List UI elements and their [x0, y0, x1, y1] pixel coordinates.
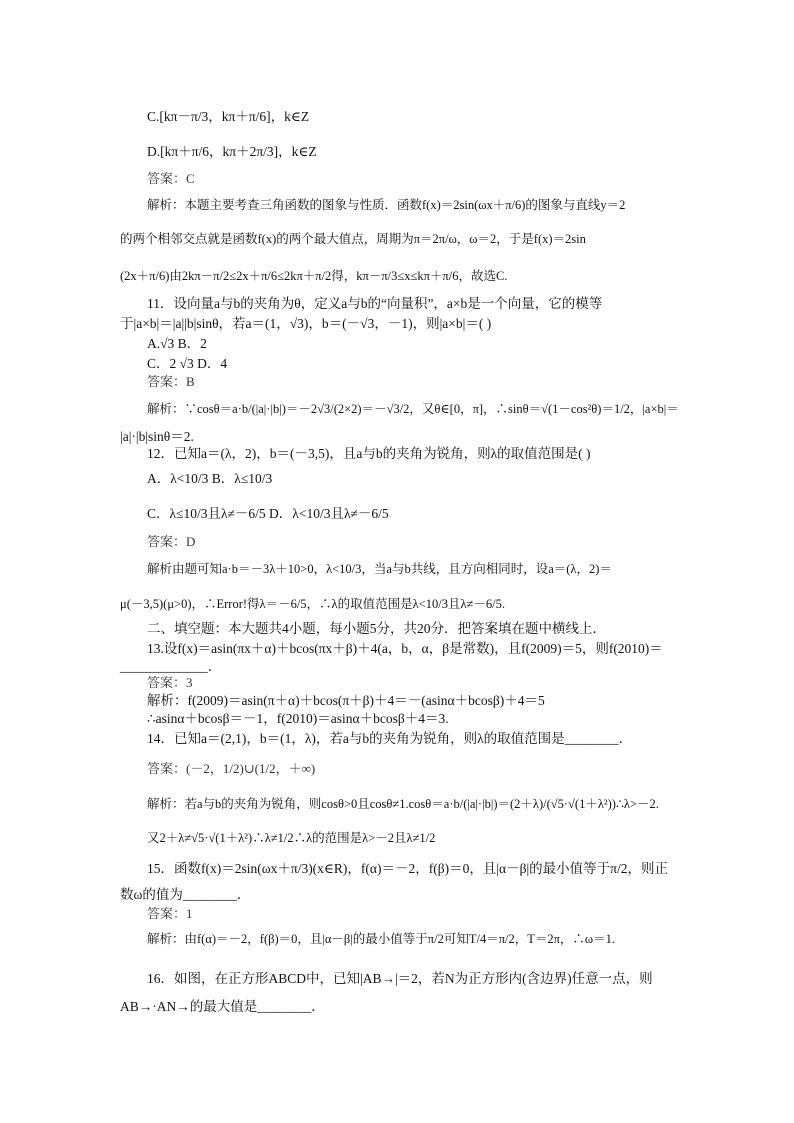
text-line: 解析：若a与b的夹角为锐角，则cosθ>0且cosθ≠1.cosθ＝a·b/(|a|·|b|)＝(2＋λ)/(√5·√(1＋λ²))∴λ>－2.	[147, 797, 659, 811]
text-line: _____________．	[120, 659, 222, 674]
text-line: 于|a×b|＝|a||b|sinθ，若a＝(1，√3)，b＝(－√3，－1)，则|a×b|＝( )	[120, 316, 492, 331]
text-line: 解析：∵cosθ＝a·b/(|a|·|b|)＝－2√3/(2×2)＝－√3/2，又θ∈[0，π]，∴sinθ＝√(1－cos²θ)＝1/2，|a×b|＝	[147, 402, 679, 416]
text-line: 解析由题可知a·b＝－3λ＋10>0，λ<10/3，当a与b共线，且方向相同时，设a＝(λ，2)＝	[147, 562, 612, 576]
text-line: 11．设向量a与b的夹角为θ，定义a与b的“向量积”，a×b是一个向量，它的模等	[147, 296, 603, 311]
text-line: A.√3 B．2	[147, 336, 207, 351]
text-line: 答案：(－2，1/2)∪(1/2，＋∞)	[147, 761, 316, 776]
text-line: (2x＋π/6)由2kπ－π/2≤2x＋π/6≤2kπ＋π/2得，kπ－π/3≤x≤kπ＋π/6，故选C.	[120, 269, 508, 283]
text-line: C.[kπ－π/3，kπ＋π/6]，k∈Z	[147, 109, 310, 124]
text-line: 二、填空题：本大题共4小题，每小题5分，共20分．把答案填在题中横线上．	[147, 621, 606, 636]
text-line: ∴asinα＋bcosβ＝－1，f(2010)＝asinα＋bcosβ＋4＝3.	[147, 711, 449, 726]
text-line: 14．已知a＝(2,1)，b＝(1，λ)，若a与b的夹角为锐角，则λ的取值范围是________．	[147, 731, 633, 746]
text-line: 解析：f(2009)＝asin(π＋α)＋bcos(π＋β)＋4＝－(asinα＋bcosβ)＋4＝5	[147, 693, 545, 708]
text-line: |a|·|b|sinθ＝2.	[120, 429, 194, 444]
text-line: 又2＋λ≠√5·√(1＋λ²)∴λ≠1/2∴λ的范围是λ>－2且λ≠1/2	[147, 831, 436, 845]
text-line: 的两个相邻交点就是函数f(x)的两个最大值点，周期为π＝2π/ω，ω＝2，于是f(x)＝2sin	[120, 232, 586, 246]
text-line: AB→·AN→的最大值是________．	[120, 999, 325, 1014]
text-line: C．2 √3 D．4	[147, 356, 228, 371]
text-line: 15．函数f(x)＝2sin(ωx＋π/3)(x∈R)，f(α)＝－2，f(β)＝0，且|α－β|的最小值等于π/2，则正	[147, 861, 669, 876]
text-line: A．λ<10/3 B．λ≤10/3	[147, 471, 273, 486]
text-line: 数ω的值为________．	[120, 887, 251, 902]
text-line: C．λ≤10/3且λ≠－6/5 D．λ<10/3且λ≠－6/5	[147, 506, 389, 521]
text-line: 答案：1	[147, 906, 193, 921]
text-line: 答案：B	[147, 374, 195, 389]
text-line: 16．如图，在正方形ABCD中，已知|AB→|＝2，若N为正方形内(含边界)任意一点，则	[147, 971, 653, 986]
text-line: 12．已知a＝(λ，2)，b＝(－3,5)，且a与b的夹角为锐角，则λ的取值范围是( )	[147, 446, 591, 461]
text-line: 解析：本题主要考查三角函数的图象与性质．函数f(x)＝2sin(ωx＋π/6)的图象与直线y＝2	[147, 198, 626, 212]
text-line: 答案：C	[147, 171, 195, 186]
text-line: 答案：3	[147, 675, 193, 690]
text-line: 13.设f(x)＝asin(πx＋α)＋bcos(πx＋β)＋4(a，b，α，β是常数)，且f(2009)＝5，则f(2010)＝	[147, 641, 663, 656]
text-line: D.[kπ＋π/6，kπ＋2π/3]，k∈Z	[147, 144, 317, 159]
text-line: 答案：D	[147, 534, 196, 549]
text-line: μ(－3,5)(μ>0)，∴Error!得λ＝－6/5，∴λ的取值范围是λ<10/3且λ≠－6/5.	[120, 597, 505, 611]
text-line: 解析：由f(α)＝－2，f(β)＝0，且|α－β|的最小值等于π/2可知T/4＝π/2，T＝2π，∴ω＝1.	[147, 932, 616, 946]
